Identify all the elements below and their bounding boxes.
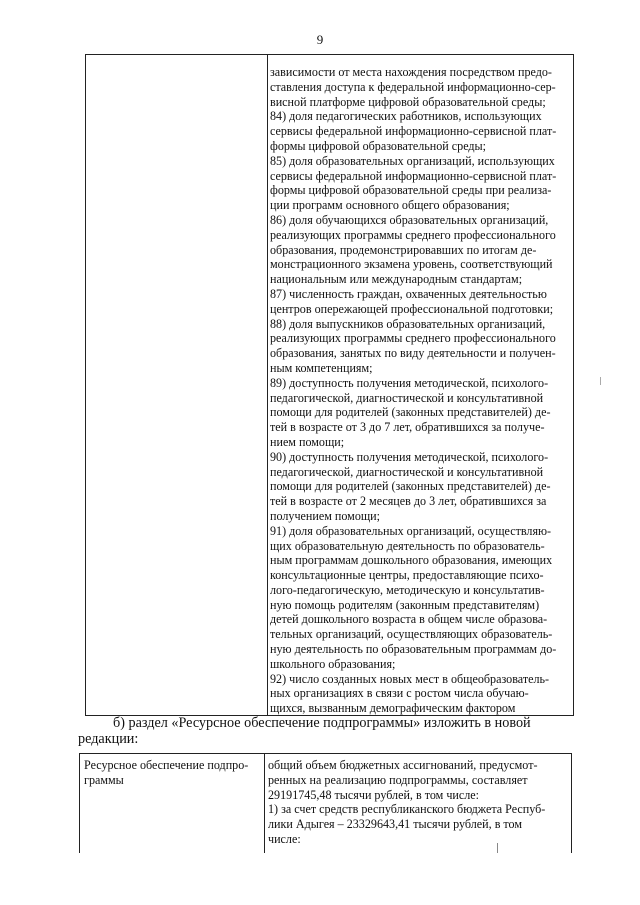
column-divider — [267, 55, 268, 715]
text-line: общий объем бюджетных ассигнований, предусмот- — [268, 758, 538, 772]
text-line: образования, продемонстрировавших по итогам де- — [270, 242, 537, 257]
text-line: щих образовательную деятельность по образователь- — [270, 538, 545, 553]
text-line: сервисы федеральной информационно-сервисной плат- — [270, 168, 557, 183]
text-line: зависимости от места нахождения посредством предо- — [270, 65, 552, 79]
text-line: тей в возрасте от 2 месяцев до 3 лет, обратившихся за — [270, 494, 547, 509]
scan-mark — [600, 377, 601, 385]
page-number: 9 — [316, 32, 324, 47]
text-line: педагогической, диагностической и консультативной — [270, 464, 544, 479]
text-line: ную деятельность по образовательным программам до- — [270, 642, 557, 657]
text-line: 87) численность граждан, охваченных деятельностью — [270, 286, 547, 301]
text-line: тей в возрасте от 3 до 7 лет, обратившихся за получе- — [270, 420, 545, 435]
text-line: висной платформе цифровой образовательной среды; — [270, 94, 546, 109]
text-line: ции программ основного общего образования; — [270, 198, 510, 213]
text-line: детей дошкольного возраста в общем числе образова- — [270, 612, 548, 627]
text-line: школьного образования; — [270, 656, 396, 671]
text-line: Ресурсное обеспечение подпро- — [84, 758, 249, 772]
text-line: получением помощи; — [270, 508, 381, 523]
text-line: педагогической, диагностической и консультативной — [270, 390, 544, 405]
text-line: сервисы федеральной информационно-сервисной плат- — [270, 124, 557, 139]
text-line: тельных организаций, осуществляющих образователь- — [270, 627, 553, 642]
resource-table — [79, 753, 572, 853]
text-line: национальным или международным стандартам; — [270, 272, 523, 287]
text-line: формы цифровой образовательной среды; — [270, 138, 487, 153]
indicators-cell — [270, 65, 575, 716]
text-line: ным программам дошкольного образования, имеющих — [270, 553, 553, 568]
text-line: ренных на реализацию подпрограммы, составляет — [268, 772, 528, 787]
text-line: 88) доля выпускников образовательных организаций, — [270, 316, 546, 331]
text-line: нием помощи; — [270, 434, 345, 449]
resource-value-cell — [268, 758, 573, 847]
text-line: лики Адыгея – 23329643,41 тысячи рублей, в том — [268, 817, 523, 832]
indicators-table — [85, 54, 574, 716]
paragraph-line-1: б) раздел «Ресурсное обеспечение подпрограммы» изложить в новой — [113, 715, 531, 731]
text-line: 90) доступность получения методической, психолого- — [270, 449, 549, 464]
text-line: ным компетенциям; — [270, 360, 373, 375]
amendment-paragraph — [78, 716, 578, 747]
text-line: центров опережающей профессиональной подготовки; — [270, 301, 554, 316]
text-line: 89) доступность получения методической, психолого- — [270, 375, 549, 390]
text-line: щихся, вызванным демографическим фактором — [270, 701, 516, 716]
text-line: монстрационного экзамена уровень, соответствующий — [270, 257, 553, 272]
resource-label-cell — [84, 758, 262, 788]
text-line: помощи для родителей (законных представителей) де- — [270, 405, 551, 420]
column-divider — [264, 754, 265, 853]
text-line: 91) доля образовательных организаций, осуществляю- — [270, 523, 552, 538]
text-line: 84) доля педагогических работников, использующих — [270, 109, 542, 124]
text-line: ную помощь родителям (законным представителям) — [270, 597, 540, 612]
text-line: 92) число созданных новых мест в общеобразователь- — [270, 671, 550, 686]
text-line: образования, занятых по виду деятельности и получен- — [270, 346, 556, 361]
text-line: помощи для родителей (законных представителей) де- — [270, 479, 551, 494]
scan-mark — [497, 843, 498, 853]
text-line: реализующих программы среднего профессионального — [270, 331, 556, 346]
text-line: 1) за счет средств республиканского бюджета Респуб- — [268, 802, 546, 817]
text-line: ных организациях в связи с ростом числа обучаю- — [270, 686, 529, 701]
text-line: 86) доля обучающихся образовательных организаций, — [270, 212, 549, 227]
text-line: формы цифровой образовательной среды при реализа- — [270, 183, 552, 198]
text-line: 29191745,48 тысячи рублей, в том числе: — [268, 787, 480, 802]
text-line: ставления доступа к федеральной информационно-сер- — [270, 79, 556, 94]
text-line: лого-педагогическую, методическую и консультатив- — [270, 582, 545, 597]
text-line: граммы — [84, 772, 124, 787]
text-line: консультационные центры, предоставляющие психо- — [270, 568, 544, 583]
text-line: числе: — [268, 831, 301, 846]
paragraph-line-2: редакции: — [78, 730, 139, 747]
text-line: реализующих программы среднего профессионального — [270, 227, 556, 242]
text-line: 85) доля образовательных организаций, использующих — [270, 153, 555, 168]
